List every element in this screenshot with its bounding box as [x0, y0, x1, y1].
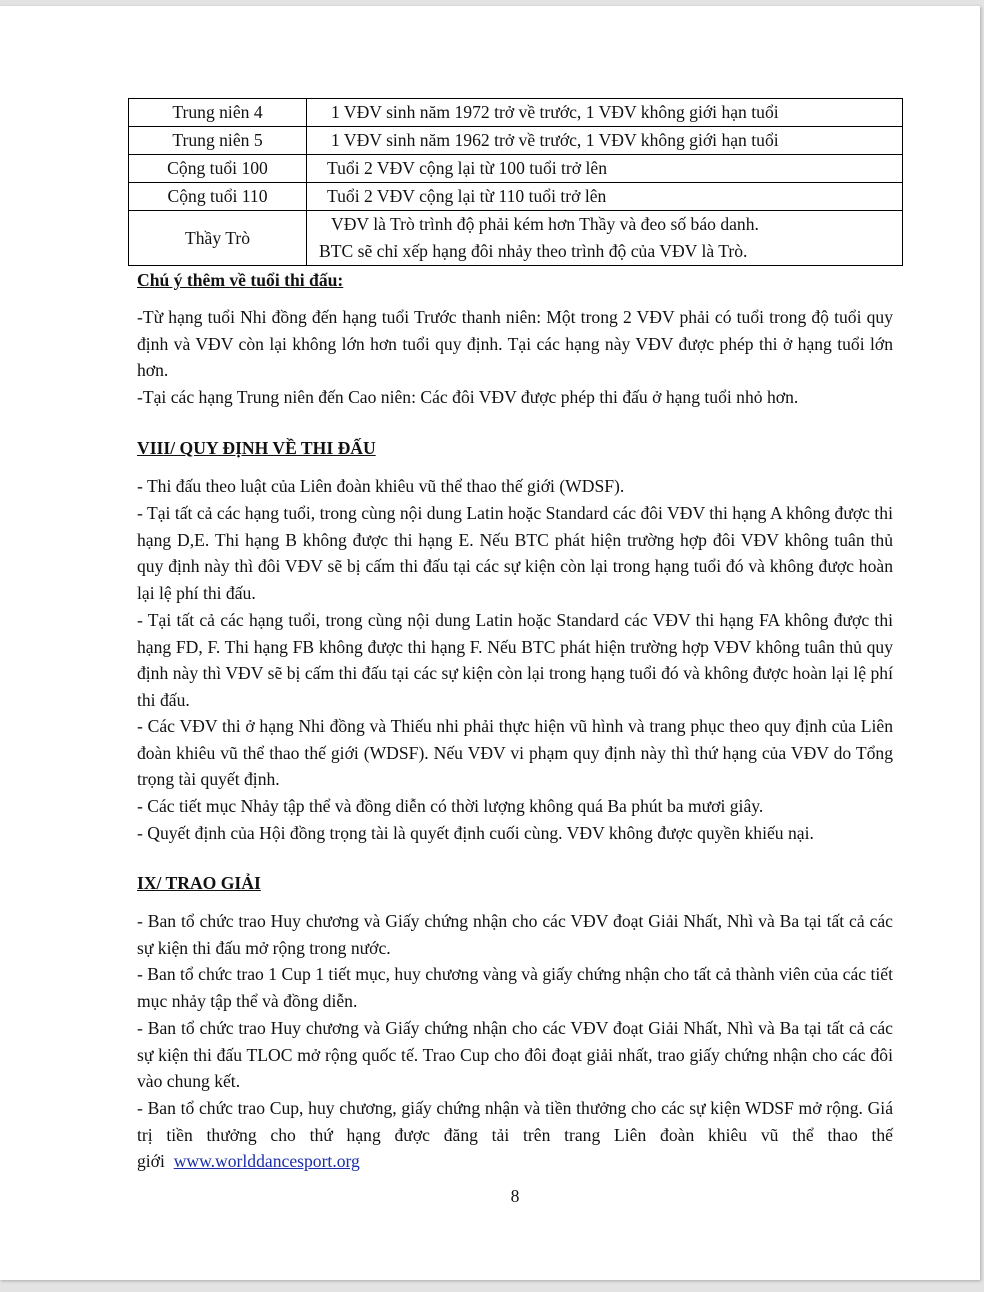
rule-line: BTC sẽ chỉ xếp hạng đôi nhảy theo trình độ của VĐV là Trò.	[319, 241, 748, 261]
section-paragraph: - Tại tất cả các hạng tuổi, trong cùng nội dung Latin hoặc Standard các VĐV thi hạng FA không được thi hạng FD, F. Thi hạng FB không được thi hạng F. Nếu BTC phát hiện trường hợp VĐV không tuân thủ quy định này thì VĐV sẽ bị cấm thi đấu tại các sự kiện còn lại trong hạng tuổi đó và không được hoàn lại lệ phí thi đấu.	[137, 610, 893, 710]
rule-cell: 1 VĐV sinh năm 1972 trở về trước, 1 VĐV không giới hạn tuổi	[307, 99, 903, 127]
section-paragraph	[137, 1095, 893, 1175]
table-row	[129, 127, 903, 155]
category-cell: Trung niên 5	[129, 127, 307, 155]
page-number: 8	[510, 1186, 520, 1206]
rule-cell	[307, 211, 903, 266]
table-row	[129, 99, 903, 127]
category-cell: Thầy Trò	[129, 211, 307, 266]
section-heading: IX/ TRAO GIẢI	[137, 873, 261, 893]
section-paragraph: - Quyết định của Hội đồng trọng tài là quyết định cuối cùng. VĐV không được quyền khiếu nại.	[137, 823, 814, 843]
rule-line: VĐV là Trò trình độ phải kém hơn Thầy và đeo số báo danh.	[331, 214, 759, 234]
section-paragraph: - Thi đấu theo luật của Liên đoàn khiêu vũ thể thao thế giới (WDSF).	[137, 476, 625, 496]
table-row	[129, 211, 903, 266]
section-paragraph: - Ban tổ chức trao Huy chương và Giấy chứng nhận cho các VĐV đoạt Giải Nhất, Nhì và Ba tại tất cả các sự kiện thi đấu mở rộng trong nước.	[137, 911, 893, 958]
category-cell: Trung niên 4	[129, 99, 307, 127]
rule-cell: Tuổi 2 VĐV cộng lại từ 110 tuổi trở lên	[307, 183, 903, 211]
note-title: Chú ý thêm về tuổi thi đấu:	[137, 270, 344, 290]
section-paragraph: - Ban tổ chức trao 1 Cup 1 tiết mục, huy chương vàng và giấy chứng nhận cho tất cả thành viên của các tiết mục nhảy tập thể và đồng diễn.	[137, 964, 893, 1011]
rule-cell: 1 VĐV sinh năm 1962 trở về trước, 1 VĐV không giới hạn tuổi	[307, 127, 903, 155]
section-paragraph: - Tại tất cả các hạng tuổi, trong cùng nội dung Latin hoặc Standard các đôi VĐV thi hạng A không được thi hạng D,E. Thi hạng B không được thi hạng E. Nếu BTC phát hiện trường hợp đôi VĐV không tuân thủ quy định này thì đôi VĐV sẽ bị cấm thi đấu tại các sự kiện còn lại trong hạng tuổi đó và không được hoàn lại lệ phí thi đấu.	[137, 503, 893, 603]
paragraph-text: - Ban tổ chức trao Cup, huy chương, giấy chứng nhận và tiền thưởng cho các sự kiện WDSF mở rộng. Giá trị tiền thưởng cho thứ hạng được đăng tải trên trang Liên đoàn khiêu vũ thể thao thế giới	[137, 1098, 893, 1172]
age-category-table	[128, 98, 903, 266]
wdsf-website-link[interactable]: www.worlddancesport.org	[173, 1151, 360, 1172]
section-paragraph: - Ban tổ chức trao Huy chương và Giấy chứng nhận cho các VĐV đoạt Giải Nhất, Nhì và Ba tại tất cả các sự kiện thi đấu TLOC mở rộng quốc tế. Trao Cup cho đôi đoạt giải nhất, trao giấy chứng nhận cho các đôi vào chung kết.	[137, 1018, 893, 1092]
category-cell: Cộng tuổi 110	[129, 183, 307, 211]
note-paragraph: -Tại các hạng Trung niên đến Cao niên: Các đôi VĐV được phép thi đấu ở hạng tuổi nhỏ hơn.	[137, 387, 799, 407]
section-heading: VIII/ QUY ĐỊNH VỀ THI ĐẤU	[137, 438, 376, 458]
rule-cell: Tuổi 2 VĐV cộng lại từ 100 tuổi trở lên	[307, 155, 903, 183]
table-row	[129, 183, 903, 211]
note-paragraph: -Từ hạng tuổi Nhi đồng đến hạng tuổi Trước thanh niên: Một trong 2 VĐV phải có tuổi trong độ tuổi quy định và VĐV còn lại không lớn hơn tuổi quy định. Tại các hạng này VĐV được phép thi ở hạng tuổi lớn hơn.	[137, 307, 893, 381]
category-cell: Cộng tuổi 100	[129, 155, 307, 183]
section-paragraph: - Các tiết mục Nhảy tập thể và đồng diễn có thời lượng không quá Ba phút ba mươi giây.	[137, 796, 764, 816]
table-row	[129, 155, 903, 183]
document-page	[0, 6, 980, 1280]
section-paragraph: - Các VĐV thi ở hạng Nhi đồng và Thiếu nhi phải thực hiện vũ hình và trang phục theo quy định của Liên đoàn khiêu vũ thể thao thế giới (WDSF). Nếu VĐV vi phạm quy định này thì thứ hạng của VĐV do Tổng trọng tài quyết định.	[137, 716, 893, 790]
